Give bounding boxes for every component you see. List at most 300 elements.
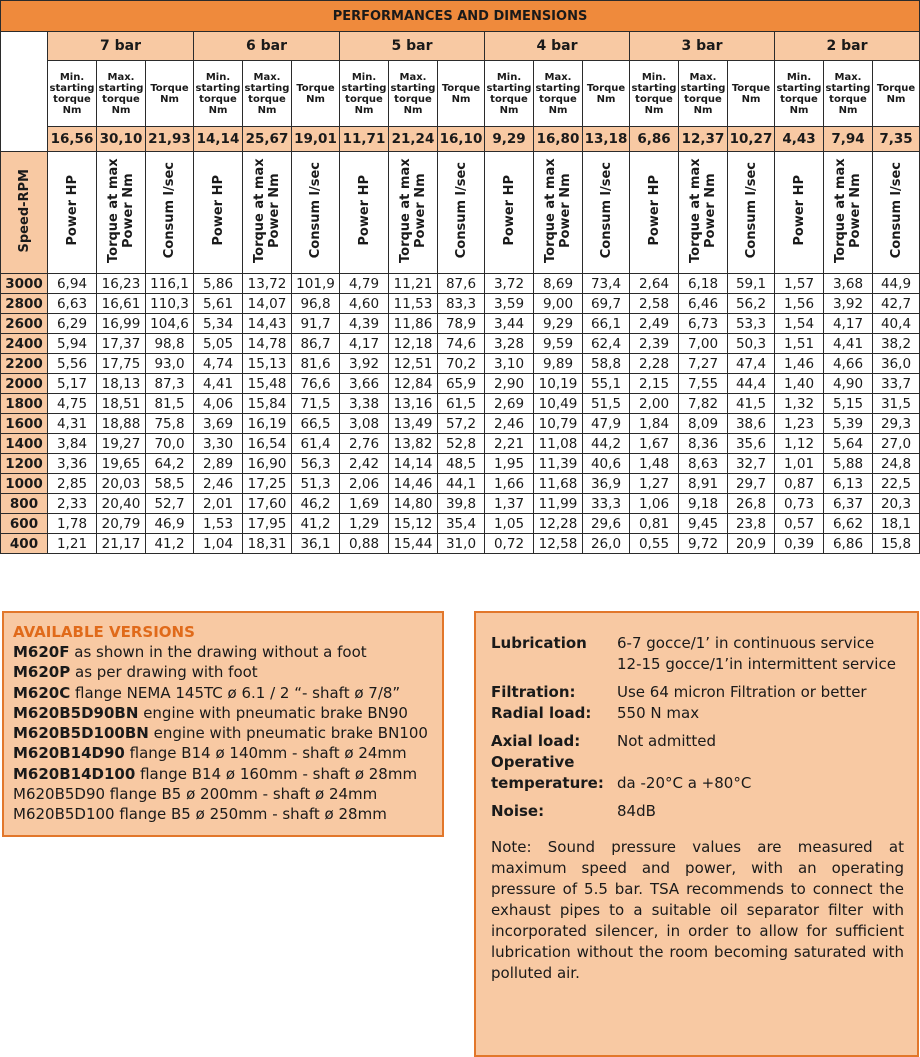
data-cell: 1,69: [340, 494, 389, 514]
version-code: M620C: [13, 683, 71, 702]
table-row: [1, 474, 920, 494]
data-cell: 20,3: [873, 494, 920, 514]
data-cell: 24,8: [873, 454, 920, 474]
data-cell: 1,54: [775, 314, 824, 334]
data-cell: 12,18: [389, 334, 438, 354]
table-row: [1, 294, 920, 314]
table-row: [1, 394, 920, 414]
data-cell: 2,58: [630, 294, 679, 314]
metric-header-label: Power HP: [646, 175, 662, 246]
data-cell: 7,55: [679, 374, 728, 394]
metric-header: [679, 152, 728, 274]
data-cell: 6,94: [48, 274, 97, 294]
metric-header-label: Consum l/sec: [743, 162, 759, 259]
data-cell: 2,64: [630, 274, 679, 294]
metric-header-label: Torque at max Power Nm: [543, 158, 573, 263]
data-cell: 1,56: [775, 294, 824, 314]
starting-torque-value: 25,67: [243, 127, 292, 152]
rpm-cell: 3000: [1, 274, 48, 294]
data-cell: 78,9: [438, 314, 485, 334]
data-cell: 17,25: [243, 474, 292, 494]
data-cell: 47,4: [728, 354, 775, 374]
metric-header-label: Power HP: [64, 175, 80, 246]
torque-subheader: Torque Nm: [438, 61, 485, 127]
torque-subheader: Min. starting torque Nm: [485, 61, 534, 127]
lubrication-value-intermittent: 12-15 gocce/1’in intermittent service: [617, 655, 896, 673]
pressure-header: 3 bar: [630, 32, 775, 61]
data-cell: 66,1: [583, 314, 630, 334]
data-cell: 61,5: [438, 394, 485, 414]
torque-subheader: Min. starting torque Nm: [630, 61, 679, 127]
data-cell: 64,2: [146, 454, 194, 474]
version-code: M620B5D90BN: [13, 703, 139, 722]
data-cell: 16,54: [243, 434, 292, 454]
pressure-header: 4 bar: [485, 32, 630, 61]
data-cell: 3,92: [824, 294, 873, 314]
metric-header: [97, 152, 146, 274]
noise-value: 84dB: [617, 802, 656, 820]
table-row: [1, 514, 920, 534]
data-cell: 0,55: [630, 534, 679, 554]
torque-subheader: Torque Nm: [728, 61, 775, 127]
radial-load-label: Radial load:: [491, 704, 592, 722]
data-cell: 16,61: [97, 294, 146, 314]
metric-header-label: Torque at max Power Nm: [688, 158, 718, 263]
data-cell: 20,03: [97, 474, 146, 494]
version-item: [13, 723, 432, 743]
rpm-cell: 600: [1, 514, 48, 534]
rpm-cell: 1600: [1, 414, 48, 434]
data-cell: 15,48: [243, 374, 292, 394]
starting-torque-value: 21,24: [389, 127, 438, 152]
data-cell: 4,79: [340, 274, 389, 294]
data-cell: 41,2: [146, 534, 194, 554]
data-cell: 0,39: [775, 534, 824, 554]
data-cell: 15,12: [389, 514, 438, 534]
data-cell: 41,5: [728, 394, 775, 414]
axial-load-label: Axial load:: [491, 732, 581, 750]
data-cell: 18,88: [97, 414, 146, 434]
version-description: engine with pneumatic brake BN100: [148, 724, 428, 743]
data-cell: 1,53: [194, 514, 243, 534]
data-cell: 5,86: [194, 274, 243, 294]
version-item: [13, 764, 432, 784]
data-cell: 1,51: [775, 334, 824, 354]
data-cell: 3,36: [48, 454, 97, 474]
data-cell: 6,13: [824, 474, 873, 494]
starting-torque-value: 7,94: [824, 127, 873, 152]
data-cell: 35,6: [728, 434, 775, 454]
data-cell: 18,51: [97, 394, 146, 414]
data-cell: 19,65: [97, 454, 146, 474]
data-cell: 4,31: [48, 414, 97, 434]
data-cell: 10,49: [534, 394, 583, 414]
speed-rpm-header: Speed-RPM: [1, 152, 48, 274]
data-cell: 1,95: [485, 454, 534, 474]
data-cell: 5,64: [824, 434, 873, 454]
data-cell: 9,72: [679, 534, 728, 554]
data-cell: 2,85: [48, 474, 97, 494]
data-cell: 18,13: [97, 374, 146, 394]
data-cell: 53,3: [728, 314, 775, 334]
table-row: [1, 374, 920, 394]
pressure-header: 5 bar: [340, 32, 485, 61]
data-cell: 21,17: [97, 534, 146, 554]
data-cell: 1,48: [630, 454, 679, 474]
data-cell: 91,7: [292, 314, 340, 334]
noise-label: Noise:: [491, 802, 545, 820]
data-cell: 6,18: [679, 274, 728, 294]
data-cell: 47,9: [583, 414, 630, 434]
data-cell: 5,34: [194, 314, 243, 334]
metric-header: [146, 152, 194, 274]
data-cell: 81,5: [146, 394, 194, 414]
table-row: [1, 434, 920, 454]
radial-load-value: 550 N max: [617, 704, 700, 722]
table-row: [1, 354, 920, 374]
data-cell: 5,17: [48, 374, 97, 394]
data-cell: 46,9: [146, 514, 194, 534]
data-cell: 36,0: [873, 354, 920, 374]
torque-subheader: Min. starting torque Nm: [194, 61, 243, 127]
data-cell: 59,1: [728, 274, 775, 294]
data-cell: 5,15: [824, 394, 873, 414]
data-cell: 4,75: [48, 394, 97, 414]
starting-torque-value: 4,43: [775, 127, 824, 152]
data-cell: 11,86: [389, 314, 438, 334]
version-code: M620F: [13, 643, 70, 661]
data-cell: 5,88: [824, 454, 873, 474]
lubrication-value-continuous: 6-7 gocce/1’ in continuous service: [617, 634, 875, 652]
data-cell: 1,06: [630, 494, 679, 514]
data-cell: 48,5: [438, 454, 485, 474]
data-cell: 3,38: [340, 394, 389, 414]
data-cell: 14,43: [243, 314, 292, 334]
data-cell: 14,78: [243, 334, 292, 354]
data-cell: 116,1: [146, 274, 194, 294]
data-cell: 2,28: [630, 354, 679, 374]
specifications-panel: [474, 611, 919, 1057]
data-cell: 8,63: [679, 454, 728, 474]
data-cell: 6,46: [679, 294, 728, 314]
data-cell: 51,3: [292, 474, 340, 494]
metric-header: [48, 152, 97, 274]
data-cell: 19,27: [97, 434, 146, 454]
data-cell: 44,9: [873, 274, 920, 294]
metric-header-label: Consum l/sec: [162, 162, 177, 259]
data-cell: 31,5: [873, 394, 920, 414]
data-cell: 57,2: [438, 414, 485, 434]
data-cell: 7,27: [679, 354, 728, 374]
data-cell: 33,3: [583, 494, 630, 514]
metric-header: [873, 152, 920, 274]
data-cell: 13,49: [389, 414, 438, 434]
data-cell: 2,15: [630, 374, 679, 394]
data-cell: 2,76: [340, 434, 389, 454]
starting-torque-value: 11,71: [340, 127, 389, 152]
data-cell: 36,9: [583, 474, 630, 494]
table-row: [1, 314, 920, 334]
data-cell: 29,7: [728, 474, 775, 494]
operative-temperature-value: da -20°C a +80°C: [617, 774, 752, 792]
data-cell: 12,58: [534, 534, 583, 554]
torque-subheader: Min. starting torque Nm: [775, 61, 824, 127]
available-versions-title: AVAILABLE VERSIONS: [13, 623, 195, 641]
torque-subheader: Max. starting torque Nm: [679, 61, 728, 127]
available-versions-panel: [2, 611, 444, 837]
data-cell: 42,7: [873, 294, 920, 314]
data-cell: 52,8: [438, 434, 485, 454]
data-cell: 2,42: [340, 454, 389, 474]
table-row: [1, 454, 920, 474]
version-description: engine with pneumatic brake BN90: [138, 703, 408, 722]
data-cell: 12,51: [389, 354, 438, 374]
version-code: M620B14D100: [13, 764, 136, 783]
data-cell: 2,46: [485, 414, 534, 434]
data-cell: 2,01: [194, 494, 243, 514]
version-item: [13, 683, 432, 703]
data-cell: 3,08: [340, 414, 389, 434]
operative-temperature-label-1: Operative: [491, 753, 575, 771]
data-cell: 5,39: [824, 414, 873, 434]
data-cell: 46,2: [292, 494, 340, 514]
data-cell: 31,0: [438, 534, 485, 554]
data-cell: 62,4: [583, 334, 630, 354]
metric-header: [485, 152, 534, 274]
data-cell: 35,4: [438, 514, 485, 534]
metric-header: [583, 152, 630, 274]
data-cell: 13,72: [243, 274, 292, 294]
metric-header-label: Power HP: [791, 175, 807, 246]
metric-header: [389, 152, 438, 274]
data-cell: 69,7: [583, 294, 630, 314]
data-cell: 11,08: [534, 434, 583, 454]
torque-subheader: Min. starting torque Nm: [340, 61, 389, 127]
metric-header-label: Power HP: [356, 175, 372, 246]
data-cell: 39,8: [438, 494, 485, 514]
data-cell: 4,06: [194, 394, 243, 414]
data-cell: 1,05: [485, 514, 534, 534]
data-cell: 56,3: [292, 454, 340, 474]
data-cell: 56,2: [728, 294, 775, 314]
metric-header: [824, 152, 873, 274]
version-description: as shown in the drawing without a foot: [69, 643, 367, 661]
data-cell: 7,82: [679, 394, 728, 414]
metric-header-label: Consum l/sec: [598, 162, 614, 259]
version-description: flange B14 ø 140mm - shaft ø 24mm: [124, 744, 407, 763]
data-cell: 10,79: [534, 414, 583, 434]
data-cell: 1,37: [485, 494, 534, 514]
data-cell: 11,39: [534, 454, 583, 474]
data-cell: 12,84: [389, 374, 438, 394]
data-cell: 0,88: [340, 534, 389, 554]
metric-header: [243, 152, 292, 274]
data-cell: 4,66: [824, 354, 873, 374]
rpm-cell: 2200: [1, 354, 48, 374]
pressure-header: 6 bar: [194, 32, 340, 61]
data-cell: 4,39: [340, 314, 389, 334]
rpm-cell: 2400: [1, 334, 48, 354]
version-code: M620B14D90: [13, 744, 125, 763]
data-cell: 6,62: [824, 514, 873, 534]
metric-header-label: Torque at max Power Nm: [398, 158, 428, 263]
data-cell: 51,5: [583, 394, 630, 414]
data-cell: 11,53: [389, 294, 438, 314]
data-cell: 110,3: [146, 294, 194, 314]
data-cell: 2,69: [485, 394, 534, 414]
torque-subheader: Min. starting torque Nm: [48, 61, 97, 127]
metric-header-label: Consum l/sec: [888, 162, 904, 259]
data-cell: 14,80: [389, 494, 438, 514]
data-cell: 3,84: [48, 434, 97, 454]
metric-header-label: Torque at max Power Nm: [252, 158, 282, 263]
version-item: [13, 662, 432, 682]
data-cell: 11,99: [534, 494, 583, 514]
metric-header: [534, 152, 583, 274]
versions-list: [13, 642, 432, 825]
rpm-cell: 1800: [1, 394, 48, 414]
data-cell: 20,40: [97, 494, 146, 514]
data-cell: 20,79: [97, 514, 146, 534]
data-cell: 1,12: [775, 434, 824, 454]
data-cell: 26,8: [728, 494, 775, 514]
data-cell: 5,56: [48, 354, 97, 374]
rpm-cell: 2000: [1, 374, 48, 394]
starting-torque-value: 16,80: [534, 127, 583, 152]
data-cell: 2,06: [340, 474, 389, 494]
starting-torque-value: 13,18: [583, 127, 630, 152]
data-cell: 2,46: [194, 474, 243, 494]
filtration-label: Filtration:: [491, 683, 576, 701]
data-cell: 40,6: [583, 454, 630, 474]
data-cell: 9,18: [679, 494, 728, 514]
data-cell: 20,9: [728, 534, 775, 554]
data-cell: 13,16: [389, 394, 438, 414]
torque-subheader: Max. starting torque Nm: [97, 61, 146, 127]
version-item: [13, 642, 432, 662]
pressure-header: 7 bar: [48, 32, 194, 61]
data-cell: 65,9: [438, 374, 485, 394]
rpm-cell: 1000: [1, 474, 48, 494]
data-cell: 4,17: [824, 314, 873, 334]
data-cell: 3,28: [485, 334, 534, 354]
data-cell: 18,31: [243, 534, 292, 554]
data-cell: 16,90: [243, 454, 292, 474]
data-cell: 6,86: [824, 534, 873, 554]
data-cell: 87,6: [438, 274, 485, 294]
data-cell: 5,05: [194, 334, 243, 354]
data-cell: 0,57: [775, 514, 824, 534]
data-cell: 1,01: [775, 454, 824, 474]
data-cell: 71,5: [292, 394, 340, 414]
data-cell: 9,89: [534, 354, 583, 374]
data-cell: 9,59: [534, 334, 583, 354]
data-cell: 3,69: [194, 414, 243, 434]
data-cell: 40,4: [873, 314, 920, 334]
data-cell: 11,68: [534, 474, 583, 494]
data-cell: 9,00: [534, 294, 583, 314]
data-cell: 0,72: [485, 534, 534, 554]
data-cell: 38,2: [873, 334, 920, 354]
rpm-cell: 400: [1, 534, 48, 554]
starting-torque-value: 16,10: [438, 127, 485, 152]
data-cell: 3,10: [485, 354, 534, 374]
data-cell: 7,00: [679, 334, 728, 354]
table-row: [1, 534, 920, 554]
starting-torque-value: 30,10: [97, 127, 146, 152]
rpm-cell: 800: [1, 494, 48, 514]
data-cell: 15,84: [243, 394, 292, 414]
starting-torque-value: 19,01: [292, 127, 340, 152]
metric-header-label: Power HP: [501, 175, 517, 246]
lubrication-label: Lubrication: [491, 634, 587, 652]
data-cell: 2,33: [48, 494, 97, 514]
data-cell: 15,44: [389, 534, 438, 554]
data-cell: 44,1: [438, 474, 485, 494]
data-cell: 81,6: [292, 354, 340, 374]
version-item: [13, 703, 432, 723]
torque-subheader: Torque Nm: [873, 61, 920, 127]
data-cell: 3,72: [485, 274, 534, 294]
data-cell: 83,3: [438, 294, 485, 314]
data-cell: 61,4: [292, 434, 340, 454]
data-cell: 1,27: [630, 474, 679, 494]
data-cell: 14,07: [243, 294, 292, 314]
data-cell: 2,90: [485, 374, 534, 394]
data-cell: 101,9: [292, 274, 340, 294]
data-cell: 76,6: [292, 374, 340, 394]
data-cell: 11,21: [389, 274, 438, 294]
data-cell: 16,99: [97, 314, 146, 334]
torque-subheader: Torque Nm: [292, 61, 340, 127]
data-cell: 32,7: [728, 454, 775, 474]
data-cell: 0,81: [630, 514, 679, 534]
data-cell: 70,2: [438, 354, 485, 374]
metric-header-label: Torque at max Power Nm: [106, 158, 136, 263]
data-cell: 1,78: [48, 514, 97, 534]
data-cell: 1,04: [194, 534, 243, 554]
data-cell: 14,46: [389, 474, 438, 494]
operative-temperature-label-2: temperature:: [491, 774, 604, 792]
metric-header-label: Power HP: [210, 175, 226, 246]
version-code: M620P: [13, 663, 71, 682]
rpm-cell: 2600: [1, 314, 48, 334]
data-cell: 93,0: [146, 354, 194, 374]
data-cell: 29,6: [583, 514, 630, 534]
version-description: flange NEMA 145TC ø 6.1 / 2 “- shaft ø 7/8”: [70, 683, 401, 702]
data-cell: 58,8: [583, 354, 630, 374]
corner-cell: [1, 32, 48, 152]
version-item-plain: M620B5D90 flange B5 ø 200mm - shaft ø 24mm: [13, 785, 378, 804]
data-cell: 4,17: [340, 334, 389, 354]
data-cell: 66,5: [292, 414, 340, 434]
data-cell: 96,8: [292, 294, 340, 314]
data-cell: 44,2: [583, 434, 630, 454]
metric-header: [438, 152, 485, 274]
data-cell: 36,1: [292, 534, 340, 554]
data-cell: 6,37: [824, 494, 873, 514]
metric-header: [292, 152, 340, 274]
data-cell: 1,40: [775, 374, 824, 394]
data-cell: 73,4: [583, 274, 630, 294]
torque-subheader: Max. starting torque Nm: [389, 61, 438, 127]
pressure-header: 2 bar: [775, 32, 920, 61]
data-cell: 12,28: [534, 514, 583, 534]
data-cell: 4,60: [340, 294, 389, 314]
torque-subheader: Max. starting torque Nm: [824, 61, 873, 127]
torque-subheader: Torque Nm: [146, 61, 194, 127]
metric-header: [630, 152, 679, 274]
